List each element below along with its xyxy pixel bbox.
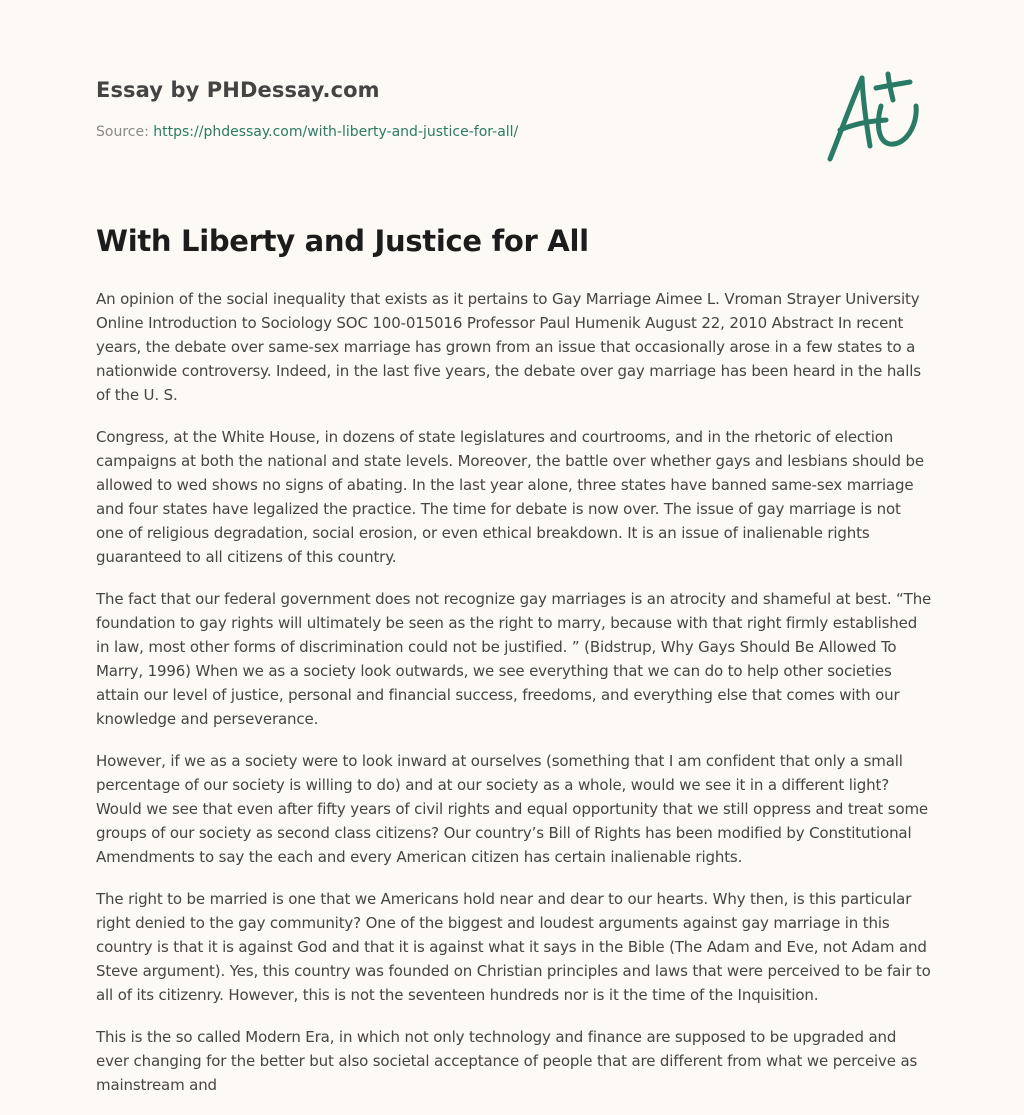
source-label: Source: xyxy=(96,124,149,140)
essay-title: With Liberty and Justice for All xyxy=(96,224,589,258)
essay-paragraph: However, if we as a society were to look inward at ourselves (something that I am confident that only a small percentage of our society is willing to do) and at our society as a whole, would we see it in a different light? Would we see that even after fifty years of civil rights and equal opportunity that we still oppress and treat some groups of our society as second class citizens? Our country’s Bill of Rights has been modified by Constitutional Amendments to say the each and every American citizen has certain inalienable rights. xyxy=(96,752,929,866)
essay-paragraph: This is the so called Modern Era, in which not only technology and finance are supposed to be upgraded and ever changing for the better but also societal acceptance of people that are different from what we perceive as mainstream and xyxy=(96,1028,918,1094)
source-line xyxy=(96,124,518,140)
essay-paragraph: Congress, at the White House, in dozens of state legislatures and courtrooms, and in the rhetoric of election campaigns at both the national and state levels. Moreover, the battle over whether gays and lesbians should be allowed to wed shows no signs of abating. In the last year alone, three states have banned same-sex marriage and four states have legalized the practice. The time for debate is now over. The issue of gay marriage is not one of religious degradation, social erosion, or even ethical breakdown. It is an issue of inalienable rights guaranteed to all citizens of this country. xyxy=(96,428,924,566)
source-link[interactable]: https://phdessay.com/with-liberty-and-justice-for-all/ xyxy=(153,124,519,140)
essay-paragraph: An opinion of the social inequality that exists as it pertains to Gay Marriage Aimee L. Vroman Strayer University Online Introduction to Sociology SOC 100-015016 Professor Paul Humenik August 22, 2010 Abstract In recent years, the debate over same-sex marriage has grown from an issue that occasionally arose in a few states to a nationwide controversy. Indeed, in the last five years, the debate over gay marriage has been heard in the halls of the U. S. xyxy=(96,290,921,404)
site-brand: Essay by PHDessay.com xyxy=(96,78,380,102)
essay-paragraph: The right to be married is one that we Americans hold near and dear to our hearts. Why then, is this particular right denied to the gay community? One of the biggest and loudest arguments against gay marriage in this country is that it is against God and that it is against what it says in the Bible (The Adam and Eve, not Adam and Steve argument). Yes, this country was founded on Christian principles and laws that were perceived to be fair to all of its citizenry. However, this is not the seventeen hundreds nor is it the time of the Inquisition. xyxy=(96,890,931,1004)
essay-body xyxy=(96,287,932,1115)
a-plus-logo-icon xyxy=(818,66,930,166)
essay-paragraph: The fact that our federal government does not recognize gay marriages is an atrocity and shameful at best. “The foundation to gay rights will ultimately be seen as the right to marry, because with that right firmly established in law, most other forms of discrimination could not be justified. ” (Bidstrup, Why Gays Should Be Allowed To Marry, 1996) When we as a society look outwards, we see everything that we can do to help other societies attain our level of justice, personal and financial success, freedoms, and everything else that comes with our knowledge and perseverance. xyxy=(96,590,932,728)
